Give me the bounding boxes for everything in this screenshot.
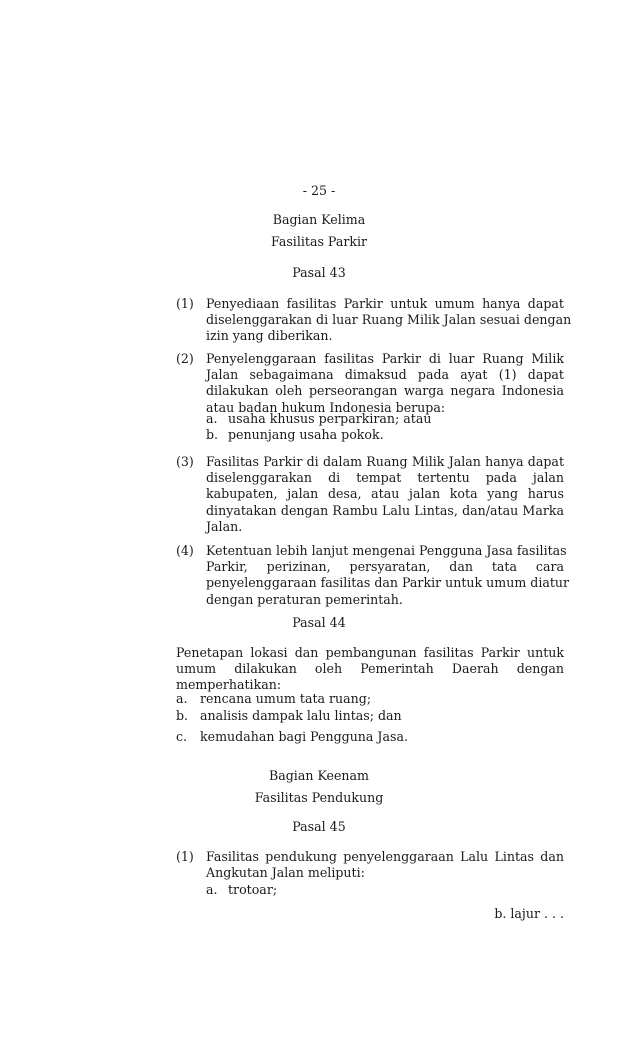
item-number: (4)	[176, 543, 194, 558]
sub-item-text: penunjang usaha pokok.	[228, 427, 384, 442]
text-line: izin yang diberikan.	[206, 328, 333, 344]
sub-item-letter: a.	[206, 411, 218, 426]
section-heading: Bagian Kelima	[272, 212, 366, 227]
text-line: dilakukan oleh perseorangan warga negara Indonesia	[206, 383, 564, 399]
sub-item-text: kemudahan bagi Pengguna Jasa.	[200, 729, 408, 744]
text-line: Penyediaan fasilitas Parkir untuk umum hanya dapat	[206, 296, 564, 311]
text-line: penyelenggaraan fasilitas dan Parkir untuk umum diatur	[206, 575, 570, 591]
text-line: Ketentuan lebih lanjut mengenai Pengguna Jasa fasilitas	[206, 543, 567, 558]
item-number: (3)	[176, 454, 194, 469]
text-line: kabupaten, jalan desa, atau jalan kota yang harus	[206, 486, 564, 502]
sub-item-letter: a.	[206, 882, 218, 897]
item-text	[206, 454, 564, 535]
sub-item	[206, 882, 564, 898]
sub-item	[176, 729, 564, 745]
article-text	[176, 645, 564, 694]
sub-item	[206, 427, 564, 443]
sub-item-text: rencana umum tata ruang;	[200, 691, 372, 706]
article-title: Pasal 43	[292, 265, 346, 280]
text-line: atau badan hukum Indonesia berupa:	[206, 399, 446, 415]
section-heading: Bagian Keenam	[268, 768, 369, 783]
section-subheading: Fasilitas Pendukung	[254, 790, 384, 805]
sub-item-text: analisis dampak lalu lintas; dan	[200, 708, 402, 723]
item-text	[206, 849, 564, 881]
sub-item-text: trotoar;	[228, 882, 278, 897]
article-title: Pasal 45	[292, 819, 346, 834]
sub-item	[206, 411, 564, 427]
article-title: Pasal 44	[292, 615, 346, 630]
text-line: dengan peraturan pemerintah.	[206, 591, 403, 607]
section-subheading: Fasilitas Parkir	[270, 234, 368, 249]
text-line: Fasilitas Parkir di dalam Ruang Milik Jalan hanya dapat	[206, 454, 564, 469]
item-text	[206, 543, 570, 608]
text-line: Fasilitas pendukung penyelenggaraan Lalu Lintas dan	[206, 849, 564, 864]
item-text	[206, 351, 564, 416]
text-line: Penyelenggaraan fasilitas Parkir di luar Ruang Milik	[206, 351, 564, 366]
page-number: - 25 -	[302, 183, 336, 198]
text-line: diselenggarakan di luar Ruang Milik Jalan sesuai dengan	[206, 312, 572, 328]
item-text	[206, 296, 572, 345]
text-line: Penetapan lokasi dan pembangunan fasilitas Parkir untuk	[176, 645, 564, 660]
sub-item-letter: c.	[176, 729, 188, 744]
item-number: (1)	[176, 296, 194, 311]
text-line: memperhatikan:	[176, 677, 282, 693]
item-number: (2)	[176, 351, 194, 366]
text-line: Parkir, perizinan, persyaratan, dan tata cara	[206, 559, 564, 575]
item-number: (1)	[176, 849, 194, 864]
sub-item	[176, 691, 564, 707]
text-line: umum dilakukan oleh Pemerintah Daerah dengan	[176, 661, 564, 677]
sub-item	[176, 708, 564, 724]
sub-item-letter: b.	[206, 427, 219, 442]
text-line: Jalan.	[206, 518, 243, 534]
text-line: Angkutan Jalan meliputi:	[206, 865, 365, 881]
text-line: diselenggarakan di tempat tertentu pada jalan	[206, 470, 564, 486]
sub-item-letter: b.	[176, 708, 189, 723]
continuation-marker: b. lajur . . .	[494, 906, 564, 921]
sub-item-letter: a.	[176, 691, 188, 706]
text-line: Jalan sebagaimana dimaksud pada ayat (1) dapat	[206, 367, 564, 383]
sub-item-text: usaha khusus perparkiran; atau	[228, 411, 432, 426]
text-line: dinyatakan dengan Rambu Lalu Lintas, dan/atau Marka	[206, 502, 564, 518]
